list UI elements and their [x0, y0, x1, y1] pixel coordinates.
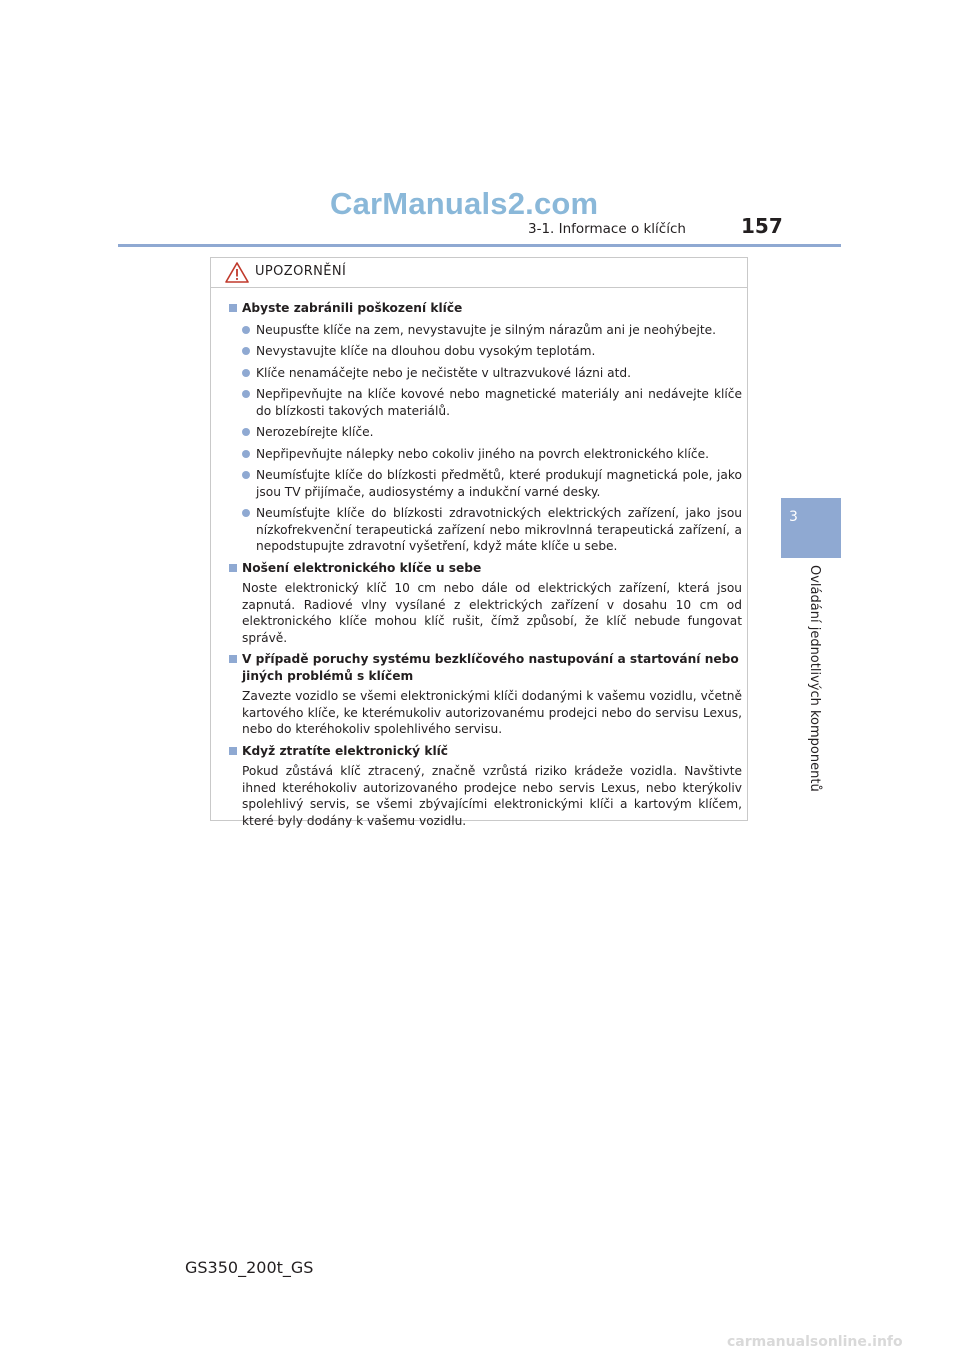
square-bullet-icon — [229, 564, 237, 572]
header-section-title: 3-1. Informace o klíčích — [528, 221, 686, 237]
list-item: Neumísťujte klíče do blízkosti zdravotnických elektrických zařízení, jako jsou nízkofrekvenční terapeutická zařízení nebo mikrovlnná terapeutická zařízení, a nepodstupujte zdravotní vyšetření, když máte klíče u sebe. — [228, 505, 742, 555]
round-bullet-icon — [242, 471, 250, 479]
round-bullet-icon — [242, 347, 250, 355]
chapter-tab[interactable] — [781, 498, 841, 558]
round-bullet-icon — [242, 326, 250, 334]
square-bullet-icon — [229, 747, 237, 755]
warning-body — [211, 288, 747, 829]
chapter-label: Ovládání jednotlivých komponentů — [807, 565, 822, 792]
footer-model-code: GS350_200t_GS — [185, 1258, 314, 1277]
watermark-bottom: carmanualsonline.info — [727, 1334, 903, 1350]
round-bullet-icon — [242, 428, 250, 436]
section-title: Nošení elektronického klíče u sebe — [228, 560, 742, 577]
section-title: Když ztratíte elektronický klíč — [228, 743, 742, 760]
warning-triangle-icon — [225, 262, 249, 283]
chapter-number: 3 — [789, 509, 798, 525]
list-item: Nerozebírejte klíče. — [228, 424, 742, 441]
warning-box — [210, 257, 748, 828]
watermark-top: CarManuals2.com — [330, 186, 599, 221]
round-bullet-icon — [242, 390, 250, 398]
page-number: 157 — [741, 214, 783, 238]
header-rule — [118, 244, 841, 247]
section-title: Abyste zabránili poškození klíče — [228, 300, 742, 317]
list-item: Nepřipevňujte nálepky nebo cokoliv jiného na povrch elektronického klíče. — [228, 446, 742, 463]
list-item: Klíče nenamáčejte nebo je nečistěte v ultrazvukové lázni atd. — [228, 365, 742, 382]
square-bullet-icon — [229, 304, 237, 312]
list-item: Neumísťujte klíče do blízkosti předmětů, které produkují magnetická pole, jako jsou TV přijímače, audiosystémy a indukční varné desky. — [228, 467, 742, 500]
section-title: V případě poruchy systému bezklíčového nastupování a startování nebo jiných problémů s klíčem — [228, 651, 742, 684]
section-text: Zavezte vozidlo se všemi elektronickými klíči dodanými k vašemu vozidlu, včetně kartového klíče, ke kterémukoliv autorizovanému prodejci nebo do servisu Lexus, nebo do kteréhokoliv spolehlivého servisu. — [242, 689, 742, 736]
section-text: Pokud zůstává klíč ztracený, značně vzrůstá riziko krádeže vozidla. Navštivte ihned kteréhokoliv autorizovaného prodejce nebo servis Lexus, nebo kterýkoliv spolehlivý servis, se všemi zbývajícími elektronickými klíči a kartovým klíčem, které byly dodány k vašemu vozidlu. — [242, 764, 742, 828]
list-item: Nepřipevňujte na klíče kovové nebo magnetické materiály ani nedávejte klíče do blízkosti takových materiálů. — [228, 386, 742, 419]
round-bullet-icon — [242, 509, 250, 517]
round-bullet-icon — [242, 369, 250, 377]
warning-header — [211, 258, 747, 288]
section-text: Noste elektronický klíč 10 cm nebo dále od elektrických zařízení, která jsou zapnutá. Radiové vlny vysílané z elektrických zařízení v dosahu 10 cm od elektronického klíče mohou klíč rušit, čímž způsobí, že klíč nebude fungovat správě. — [242, 581, 742, 645]
list-item: Neupusťte klíče na zem, nevystavujte je silným nárazům ani je neohýbejte. — [228, 322, 742, 339]
round-bullet-icon — [242, 450, 250, 458]
list-item: Nevystavujte klíče na dlouhou dobu vysokým teplotám. — [228, 343, 742, 360]
warning-title: UPOZORNĚNÍ — [255, 264, 347, 279]
square-bullet-icon — [229, 655, 237, 663]
